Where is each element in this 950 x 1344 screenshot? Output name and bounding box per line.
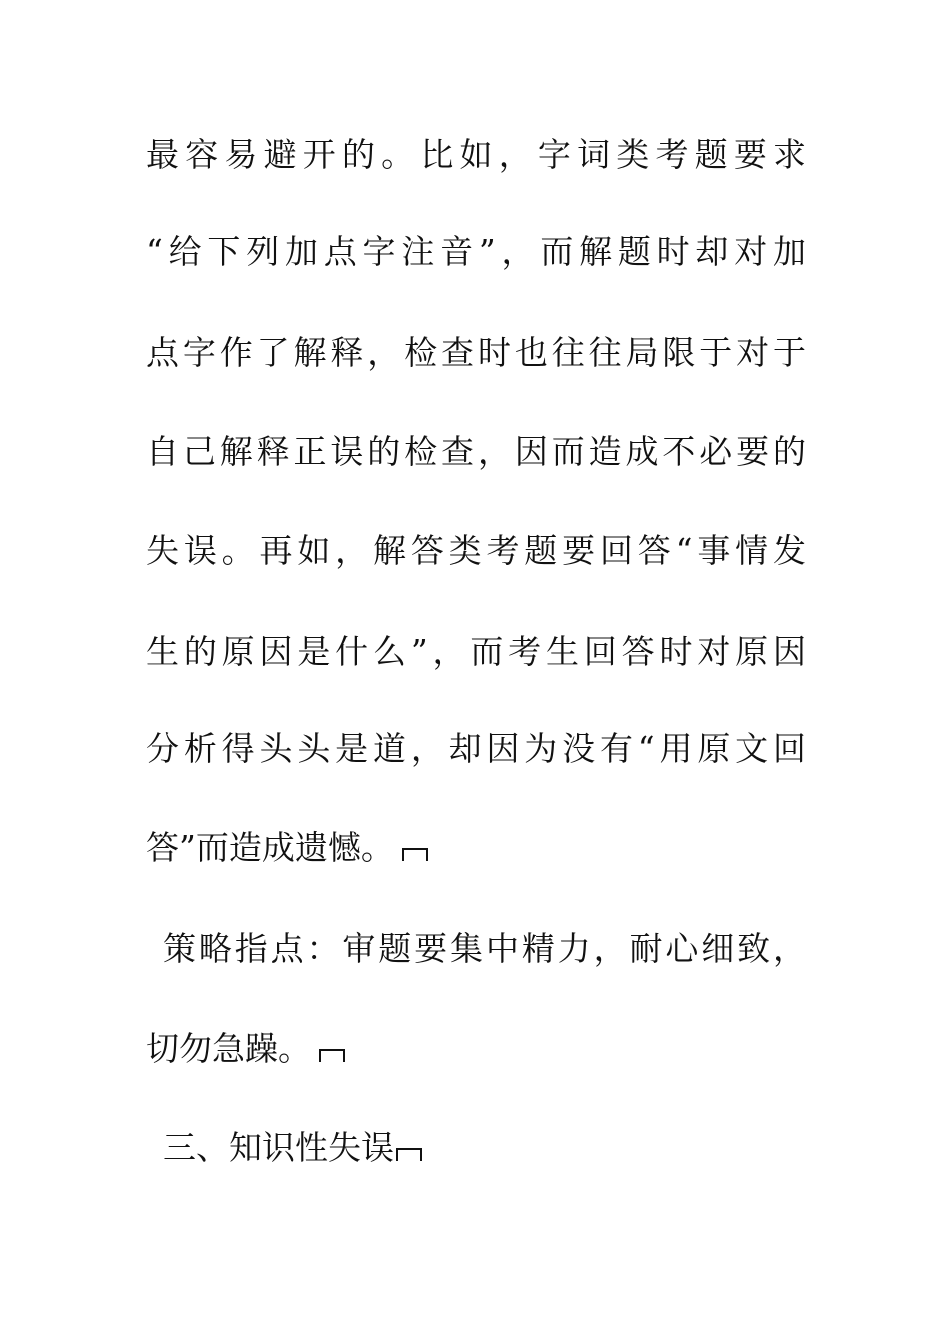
paragraph-mark-icon [317, 1044, 347, 1064]
paragraph-line-8-text: 答”而造成遗憾。 [146, 828, 394, 867]
paragraph-line-8 [146, 823, 806, 873]
section-heading-text: 三、知识性失误 [163, 1128, 394, 1167]
paragraph-line-3: 点字作了解释，检查时也往往局限于对于 [146, 333, 806, 372]
paragraph-mark-icon [394, 1143, 424, 1163]
section-heading [163, 1123, 806, 1173]
paragraph-line-1: 最容易避开的。比如，字词类考题要求 [146, 135, 806, 174]
paragraph-line-7: 分析得头头是道，却因为没有“用原文回 [146, 729, 806, 768]
strategy-line-1: 策略指点：审题要集中精力，耐心细致， [163, 929, 806, 968]
paragraph-line-5: 失误。再如，解答类考题要回答“事情发 [146, 531, 806, 570]
strategy-line-2 [146, 1024, 806, 1074]
paragraph-line-2: “给下列加点字注音”，而解题时却对加 [146, 232, 806, 271]
paragraph-line-6: 生的原因是什么”，而考生回答时对原因 [146, 632, 806, 671]
paragraph-line-4: 自己解释正误的检查，因而造成不必要的 [146, 432, 806, 471]
paragraph-mark-icon [400, 843, 430, 863]
strategy-line-2-text: 切勿急躁。 [146, 1029, 311, 1068]
